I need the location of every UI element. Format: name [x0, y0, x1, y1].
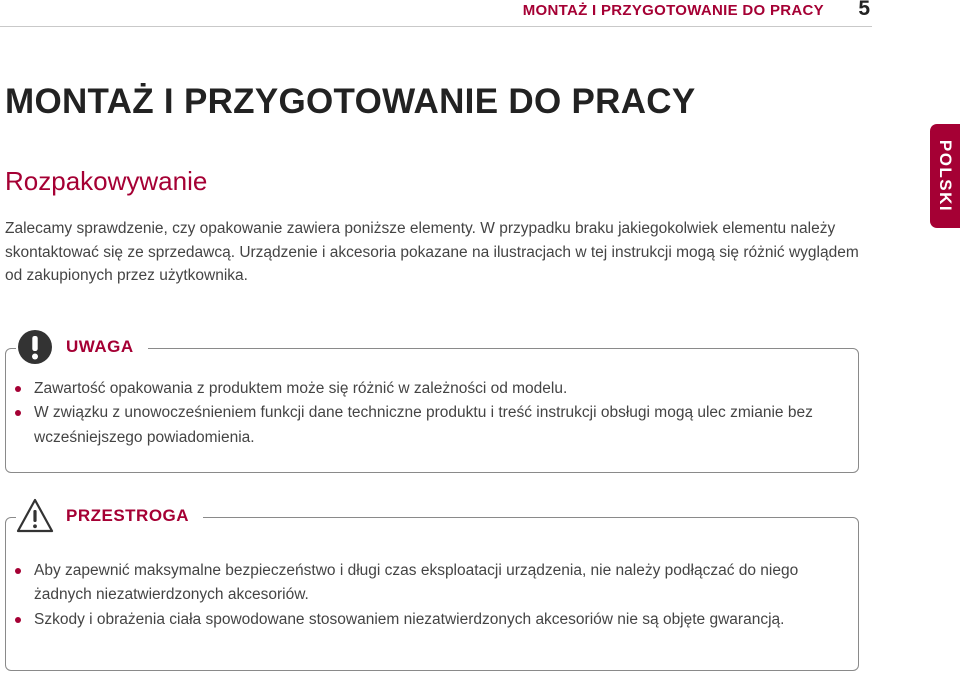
page-number: 5 [858, 0, 870, 20]
warning-triangle-icon [16, 497, 54, 535]
running-header [0, 0, 872, 27]
intro-paragraph: Zalecamy sprawdzenie, czy opakowanie zawiera poniższe elementy. W przypadku braku jakiegokolwiek elementu należy skontaktować się ze sprzedawcą. Urządzenie i akcesoria pokazane na ilustracjach w tej instrukcji mogą się różnić wyglądem od zakupionych przez użytkownika. [5, 220, 859, 285]
caution-label: PRZESTROGA [66, 506, 190, 525]
note-list [6, 377, 858, 450]
section-title: Rozpakowywanie [5, 166, 208, 196]
caution-item: Aby zapewnić maksymalne bezpieczeństwo i długi czas eksploatacji urządzenia, nie należy podłączać do niego żadnych niezatwierdzonych akcesoriów. [6, 559, 858, 608]
note-item: W związku z unowocześnieniem funkcji dane techniczne produktu i treść instrukcji obsługi mogą ulec zmianie bez wcześniejszego powiadomienia. [6, 401, 858, 450]
exclamation-circle-icon [16, 328, 54, 366]
language-tab-label: POLSKI [936, 139, 955, 213]
note-item: Zawartość opakowania z produktem może się różnić w zależności od modelu. [6, 377, 858, 401]
running-title: MONTAŻ I PRZYGOTOWANIE DO PRACY [522, 2, 824, 19]
note-header [16, 327, 148, 367]
caution-header [16, 496, 203, 536]
language-tab [930, 124, 960, 228]
caution-box [5, 506, 859, 671]
page-title: MONTAŻ I PRZYGOTOWANIE DO PRACY [5, 82, 696, 121]
caution-item: Szkody i obrażenia ciała spowodowane stosowaniem niezatwierdzonych akcesoriów nie są objęte gwarancją. [6, 608, 858, 632]
note-label: UWAGA [66, 337, 134, 356]
caution-list [6, 559, 858, 632]
note-box [5, 337, 859, 473]
